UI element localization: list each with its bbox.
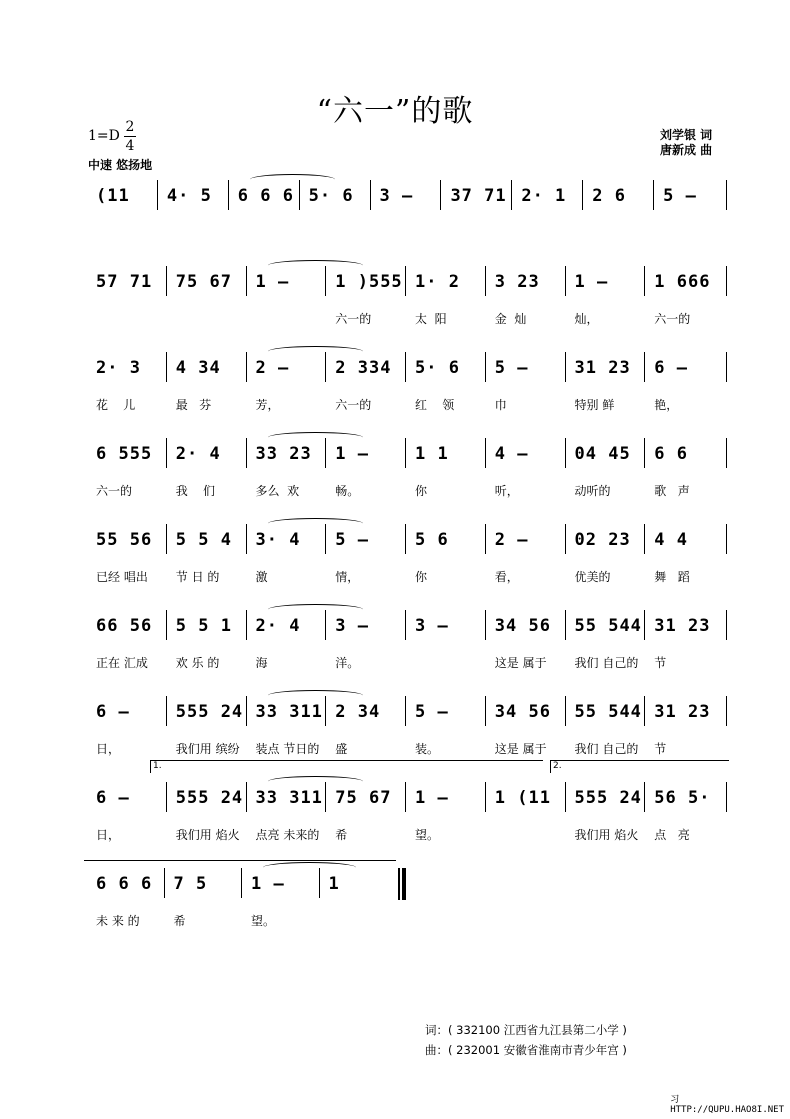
measure-lyrics: 点 亮 <box>654 828 690 842</box>
measure-lyrics: 六一的 <box>96 484 133 498</box>
bar-line <box>565 438 566 468</box>
measure <box>407 524 487 584</box>
bar-line <box>485 266 486 296</box>
measure-notes: 75 67 <box>175 272 232 292</box>
measure-notes: 31 23 <box>574 358 631 378</box>
bar-line <box>166 438 167 468</box>
staff-system <box>0 868 790 938</box>
measure-notes: 1 <box>328 874 340 894</box>
bar-line <box>644 782 645 812</box>
bar-line <box>485 352 486 382</box>
slur-mark <box>268 260 364 271</box>
bar-line <box>166 696 167 726</box>
measure-lyrics: 芳， <box>255 398 280 412</box>
measure-lyrics: 装。 <box>415 742 440 756</box>
volta-first-ending: 1. <box>150 760 543 773</box>
bar-line <box>246 266 247 296</box>
measure-lyrics: 听， <box>494 484 519 498</box>
bar-line <box>370 180 371 210</box>
measure-notes: 3 – <box>415 616 449 636</box>
bar-line <box>726 180 727 210</box>
measure-notes: 5 6 <box>415 530 449 550</box>
key-signature: 1=D <box>88 128 120 144</box>
time-denominator: 4 <box>125 138 135 154</box>
measure <box>88 868 166 928</box>
measure <box>166 868 244 928</box>
measure-notes: 1 – <box>574 272 609 292</box>
measure <box>88 782 168 842</box>
staff-system <box>0 524 790 594</box>
measure-notes: 55 56 <box>96 530 153 550</box>
lyricist-address: 词：( 332100 江西省九江县第二小学 ) <box>425 1023 627 1037</box>
measure-notes: 56 5· <box>654 788 711 808</box>
bar-line <box>644 610 645 640</box>
measure-notes: 6 – <box>96 788 130 808</box>
bar-line <box>726 352 727 382</box>
measure <box>567 696 647 756</box>
measure <box>88 266 168 296</box>
measure-notes: 5 – <box>494 358 529 378</box>
measure-notes: 2· 4 <box>175 444 221 464</box>
bar-line <box>582 180 583 210</box>
bar-line <box>405 352 406 382</box>
measure-notes: 34 56 <box>494 616 551 636</box>
measure <box>487 696 567 756</box>
measure-notes: 4 – <box>494 444 529 464</box>
credits <box>660 128 712 158</box>
measure <box>168 352 248 412</box>
measure-notes: 2 – <box>494 530 529 550</box>
measure-lyrics: 艳， <box>654 398 679 412</box>
measure-notes: 55 544 <box>574 616 642 636</box>
measure-lyrics: 我们 自己的 <box>574 742 639 756</box>
measure-lyrics: 日， <box>96 742 121 756</box>
measure-lyrics: 已经 唱出 <box>96 570 148 584</box>
measure-lyrics: 多么 欢 <box>255 484 300 498</box>
measure-notes: 33 311 <box>255 702 323 722</box>
bar-line <box>644 266 645 296</box>
measure-notes: 1· 2 <box>415 272 460 292</box>
measure <box>168 610 248 670</box>
measure <box>407 352 487 412</box>
bar-line <box>565 524 566 554</box>
measure-lyrics: 巾 <box>494 398 507 412</box>
bar-line <box>726 524 727 554</box>
measure-notes: 3 – <box>335 616 369 636</box>
measure-notes: 5· 6 <box>415 358 460 378</box>
measure <box>487 782 567 812</box>
measure-lyrics: 六一的 <box>654 312 691 326</box>
measure-lyrics: 舞 蹈 <box>654 570 690 584</box>
measure-lyrics: 看， <box>494 570 519 584</box>
bar-line <box>565 352 566 382</box>
measure-notes: 1 – <box>335 444 369 464</box>
measure <box>88 610 168 670</box>
staff-system <box>0 696 790 766</box>
staff-system <box>0 180 790 250</box>
measure <box>567 438 647 498</box>
measure-lyrics: 希 <box>173 914 186 928</box>
bar-line <box>166 352 167 382</box>
bar-line <box>485 438 486 468</box>
measure-notes: 5 5 4 <box>175 530 232 550</box>
measure-notes: 66 56 <box>96 616 153 636</box>
measure <box>168 266 248 296</box>
measure-notes: 31 23 <box>654 702 711 722</box>
measure <box>159 180 230 210</box>
measure-lyrics: 动听的 <box>574 484 611 498</box>
measure <box>407 610 487 640</box>
measure-notes: 5 – <box>415 702 449 722</box>
measure <box>88 180 159 210</box>
measure-notes: 1 – <box>415 788 449 808</box>
measure-lyrics: 我们用 焰火 <box>175 828 240 842</box>
bar-line <box>726 610 727 640</box>
measure-notes: 1 – <box>255 272 290 292</box>
song-title: “六一”的歌 <box>316 94 474 129</box>
measure <box>88 696 168 756</box>
slur-mark <box>268 604 364 615</box>
watermark <box>670 1092 784 1115</box>
bar-line <box>565 610 566 640</box>
slur-mark <box>268 776 364 787</box>
measure-lyrics: 我们 自己的 <box>574 656 639 670</box>
bar-line <box>485 782 486 812</box>
measure-lyrics: 我 们 <box>175 484 216 498</box>
measure-notes: 2 34 <box>335 702 381 722</box>
measure-lyrics: 我们用 缤纷 <box>175 742 240 756</box>
bar-line <box>644 524 645 554</box>
measure <box>88 438 168 498</box>
bar-line <box>246 696 247 726</box>
measure-lyrics: 望。 <box>251 914 276 928</box>
measure-lyrics: 节 日 的 <box>175 570 220 584</box>
measure <box>567 352 647 412</box>
measure-lyrics: 装点 节日的 <box>255 742 320 756</box>
measure-notes: 6 6 6 <box>96 874 153 894</box>
measure-notes: 2· 3 <box>96 358 141 378</box>
bar-line <box>166 266 167 296</box>
measure <box>584 180 655 210</box>
measure <box>407 438 487 498</box>
composer-address: 曲：( 232001 安徽省淮南市青少年宫 ) <box>425 1043 627 1057</box>
bar-line <box>405 782 406 812</box>
measure-notes: 34 56 <box>494 702 551 722</box>
measure-notes: 1 – <box>251 874 285 894</box>
measure-lyrics: 正在 汇成 <box>96 656 148 670</box>
final-bar-line <box>402 868 406 900</box>
bar-line <box>246 524 247 554</box>
tempo-marking: 中速 悠扬地 <box>88 158 153 172</box>
measure-notes: 5 – <box>663 186 697 206</box>
measure-notes: 33 23 <box>255 444 312 464</box>
measure-lyrics: 欢 乐 的 <box>175 656 220 670</box>
bar-line <box>726 266 727 296</box>
measure-notes: 2 – <box>255 358 290 378</box>
measure <box>646 696 726 756</box>
bar-line <box>166 524 167 554</box>
measure-lyrics: 激 <box>255 570 268 584</box>
staff-system <box>0 610 790 680</box>
measure-lyrics: 节 <box>654 656 667 670</box>
measure-notes: 555 24 <box>175 788 244 808</box>
measure-notes: (11 <box>96 186 130 206</box>
measure <box>567 524 647 584</box>
measure-lyrics: 节 <box>654 742 667 756</box>
bar-line <box>166 610 167 640</box>
measure-lyrics: 六一的 <box>335 398 372 412</box>
bar-line <box>653 180 654 210</box>
measure <box>487 438 567 498</box>
measure-notes: 2· 1 <box>521 186 567 206</box>
measure-notes: 4 34 <box>175 358 221 378</box>
measure-lyrics: 这是 属于 <box>494 742 547 756</box>
measure-notes: 6 6 <box>654 444 688 464</box>
bar-line <box>157 180 158 210</box>
measure-notes: 4· 5 <box>166 186 212 206</box>
staff-system <box>0 761 790 852</box>
measure-lyrics: 未 来 的 <box>96 914 140 928</box>
bar-line <box>485 696 486 726</box>
measure-notes: 02 23 <box>574 530 631 550</box>
measure-lyrics: 特别 鲜 <box>574 398 615 412</box>
measure-notes: 31 23 <box>654 616 711 636</box>
measure <box>646 524 726 584</box>
measure-notes: 37 71 <box>450 186 507 206</box>
measure-lyrics: 希 <box>335 828 348 842</box>
measure <box>168 438 248 498</box>
measure <box>646 438 726 498</box>
measure-notes: 3· 4 <box>255 530 301 550</box>
measure <box>567 782 647 842</box>
measure <box>407 782 487 842</box>
bar-line <box>405 438 406 468</box>
measure-notes: 555 24 <box>175 702 244 722</box>
measure-lyrics: 我们用 焰火 <box>574 828 639 842</box>
measure-lyrics: 畅。 <box>335 484 360 498</box>
measure-notes: 75 67 <box>335 788 392 808</box>
measure-lyrics: 六一的 <box>335 312 372 326</box>
staff-system <box>0 352 790 422</box>
bar-line <box>405 610 406 640</box>
watermark-url: HTTP://QUPU.HAO8I.NET <box>670 1105 784 1115</box>
slur-mark <box>263 862 356 873</box>
measure-lyrics: 优美的 <box>574 570 611 584</box>
measure-lyrics: 你 <box>415 570 428 584</box>
measure <box>646 266 726 326</box>
measure-notes: 04 45 <box>574 444 631 464</box>
measure-notes: 2 6 <box>592 186 626 206</box>
measure-lyrics: 盛 <box>335 742 348 756</box>
measure-notes: 3 – <box>379 186 414 206</box>
measure <box>655 180 726 210</box>
bar-line <box>405 524 406 554</box>
measure <box>646 352 726 412</box>
measure <box>88 524 168 584</box>
measure-notes: 1 (11 <box>494 788 551 808</box>
measure-notes: 1 1 <box>415 444 449 464</box>
measure-lyrics: 歌 声 <box>654 484 690 498</box>
measure-notes: 6 – <box>654 358 688 378</box>
bar-line <box>246 610 247 640</box>
time-numerator: 2 <box>125 119 135 135</box>
measure <box>168 782 248 842</box>
measure-notes: 3 23 <box>494 272 540 292</box>
measure-notes: 5 5 1 <box>175 616 232 636</box>
measure-lyrics: 花 儿 <box>96 398 136 412</box>
bar-line <box>246 352 247 382</box>
slur-mark <box>268 690 364 701</box>
measure-lyrics: 灿， <box>574 312 599 326</box>
slur-mark <box>268 518 364 529</box>
measure <box>646 610 726 670</box>
measure-lyrics: 洋。 <box>335 656 360 670</box>
measure-notes: 5· 6 <box>308 186 354 206</box>
measure-lyrics: 情， <box>335 570 360 584</box>
measure-notes: 1 )555 <box>335 272 403 292</box>
measure <box>487 266 567 326</box>
measure-lyrics: 你 <box>415 484 428 498</box>
measure <box>487 610 567 670</box>
bar-line <box>246 438 247 468</box>
measure <box>646 782 726 842</box>
measure-lyrics: 日， <box>96 828 121 842</box>
lyricist-credit: 刘学银 词 <box>660 128 713 142</box>
measure <box>442 180 513 210</box>
bar-line <box>565 696 566 726</box>
bar-line <box>166 782 167 812</box>
measure <box>487 352 567 412</box>
bar-line <box>644 352 645 382</box>
measure-lyrics: 金 灿 <box>494 312 527 326</box>
measure-notes: 33 311 <box>255 788 323 808</box>
bar-line <box>644 696 645 726</box>
staff-system <box>0 438 790 508</box>
measure-notes: 4 4 <box>654 530 688 550</box>
bar-line <box>726 782 727 812</box>
measure <box>567 266 647 326</box>
measure <box>372 180 443 210</box>
measure <box>487 524 567 584</box>
bar-line <box>485 610 486 640</box>
measure <box>513 180 584 210</box>
measure <box>88 352 168 412</box>
measure-notes: 55 544 <box>574 702 642 722</box>
slur-mark <box>250 174 335 185</box>
bar-line <box>164 868 165 898</box>
measure-lyrics: 最 芬 <box>175 398 212 412</box>
bar-line <box>644 438 645 468</box>
measure-notes: 6 – <box>96 702 130 722</box>
volta-second-ending: 2. <box>550 760 729 773</box>
measure-notes: 1 666 <box>654 272 711 292</box>
ending-bracket-line <box>84 860 396 861</box>
bar-line <box>565 782 566 812</box>
bar-line <box>511 180 512 210</box>
slur-mark <box>268 432 364 443</box>
bar-line <box>228 180 229 210</box>
bar-line <box>246 782 247 812</box>
bar-line <box>440 180 441 210</box>
measure-notes: 6 555 <box>96 444 153 464</box>
bar-line <box>241 868 242 898</box>
measure-lyrics: 望。 <box>415 828 440 842</box>
measure-lyrics: 点亮 未来的 <box>255 828 320 842</box>
bar-line <box>565 266 566 296</box>
staff-system <box>0 266 790 336</box>
measure-lyrics: 红 领 <box>415 398 455 412</box>
corner-mark: 习 <box>670 1095 680 1105</box>
measure-lyrics: 这是 属于 <box>494 656 547 670</box>
bar-line <box>726 438 727 468</box>
time-signature <box>124 118 136 155</box>
slur-mark <box>268 346 364 357</box>
measure-notes: 2· 4 <box>255 616 301 636</box>
measure-lyrics: 海 <box>255 656 268 670</box>
bar-line <box>485 524 486 554</box>
composer-credit: 唐新成 曲 <box>660 143 713 157</box>
measure <box>168 696 248 756</box>
bar-line <box>398 868 400 900</box>
measure-lyrics: 太 阳 <box>415 312 447 326</box>
measure <box>407 696 487 756</box>
measure <box>168 524 248 584</box>
measure-notes: 7 5 <box>173 874 208 894</box>
measure-notes: 6 6 6 <box>237 186 294 206</box>
measure-notes: 57 71 <box>96 272 153 292</box>
measure-notes: 555 24 <box>574 788 642 808</box>
measure <box>407 266 487 326</box>
bar-line <box>405 696 406 726</box>
measure-notes: 5 – <box>335 530 369 550</box>
measure-notes: 2 334 <box>335 358 392 378</box>
bar-line <box>726 696 727 726</box>
bar-line <box>405 266 406 296</box>
measure <box>567 610 647 670</box>
